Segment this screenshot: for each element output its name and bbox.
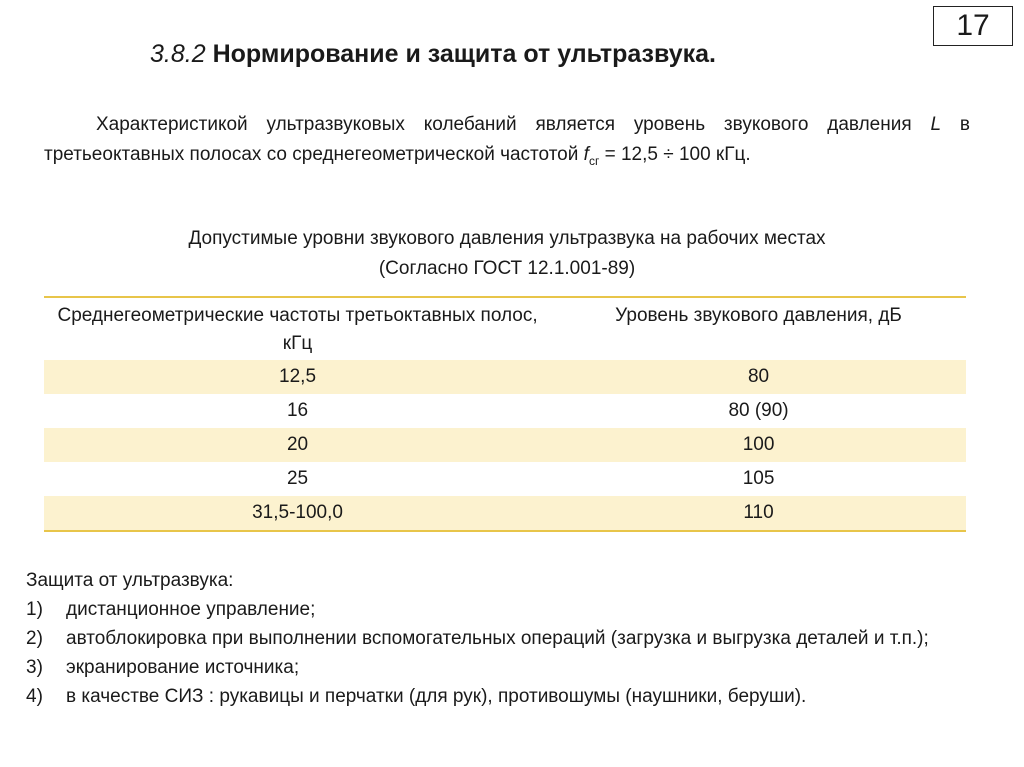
caption-line-2: (Согласно ГОСТ 12.1.001-89): [378, 258, 636, 279]
list-item-number: 3): [26, 657, 43, 678]
cell-level: 110: [551, 496, 966, 531]
var-f: f: [583, 144, 589, 165]
table-row: [44, 428, 966, 462]
table-row: [44, 462, 966, 496]
cell-frequency: 12,5: [44, 360, 551, 394]
list-item-number: 2): [26, 628, 43, 649]
header-frequency: Среднегеометрические частоты третьоктавных полос, кГц: [57, 305, 538, 354]
table-row: [44, 360, 966, 394]
cell-level: 100: [551, 428, 966, 462]
list-item: [26, 595, 988, 624]
intro-paragraph: [44, 110, 970, 176]
list-item: [26, 682, 988, 711]
table-caption: [44, 224, 970, 284]
intro-part-3: = 12,5 ÷ 100 кГц.: [604, 144, 751, 165]
list-item: [26, 653, 988, 682]
section-title: Нормирование и защита от ультразвука.: [212, 40, 716, 68]
var-f-subscript: сг: [588, 153, 600, 168]
cell-frequency: 16: [286, 400, 309, 421]
intro-part-1: Характеристикой ультразвуковых колебаний является уровень звукового давления: [96, 114, 912, 135]
protection-list: [26, 595, 988, 711]
list-item-number: 1): [26, 599, 43, 620]
page-number: 17: [933, 6, 1013, 46]
protection-heading: Защита от ультразвука:: [26, 570, 234, 591]
cell-level: 80: [551, 360, 966, 394]
list-item-text: в качестве СИЗ : рукавицы и перчатки (для рук), противошумы (наушники, беруши).: [66, 686, 807, 707]
table-header-row: [44, 297, 966, 360]
intro-part-2: в третьеоктавных полосах со среднегеометрической частотой: [44, 114, 970, 165]
list-item-number: 4): [26, 686, 43, 707]
caption-line-1: Допустимые уровни звукового давления ультразвука на рабочих местах: [188, 228, 826, 249]
table-row: [44, 496, 966, 531]
cell-frequency: 20: [44, 428, 551, 462]
table-row: [44, 394, 966, 428]
var-l: L: [930, 114, 942, 135]
cell-level: 80 (90): [728, 400, 789, 421]
list-item-text: дистанционное управление;: [66, 599, 316, 620]
list-item-text: автоблокировка при выполнении вспомогательных операций (загрузка и выгрузка деталей и т.п.);: [66, 628, 929, 649]
list-item-text: экранирование источника;: [66, 657, 300, 678]
page-title: [150, 40, 716, 69]
protection-section: [26, 566, 988, 711]
list-item: [26, 624, 988, 653]
cell-level: 105: [742, 468, 775, 489]
section-number: 3.8.2: [150, 40, 206, 68]
ultrasound-norms-table: [44, 296, 966, 532]
cell-frequency: 25: [286, 468, 309, 489]
cell-frequency: 31,5-100,0: [44, 496, 551, 531]
header-level: Уровень звукового давления, дБ: [615, 305, 902, 326]
